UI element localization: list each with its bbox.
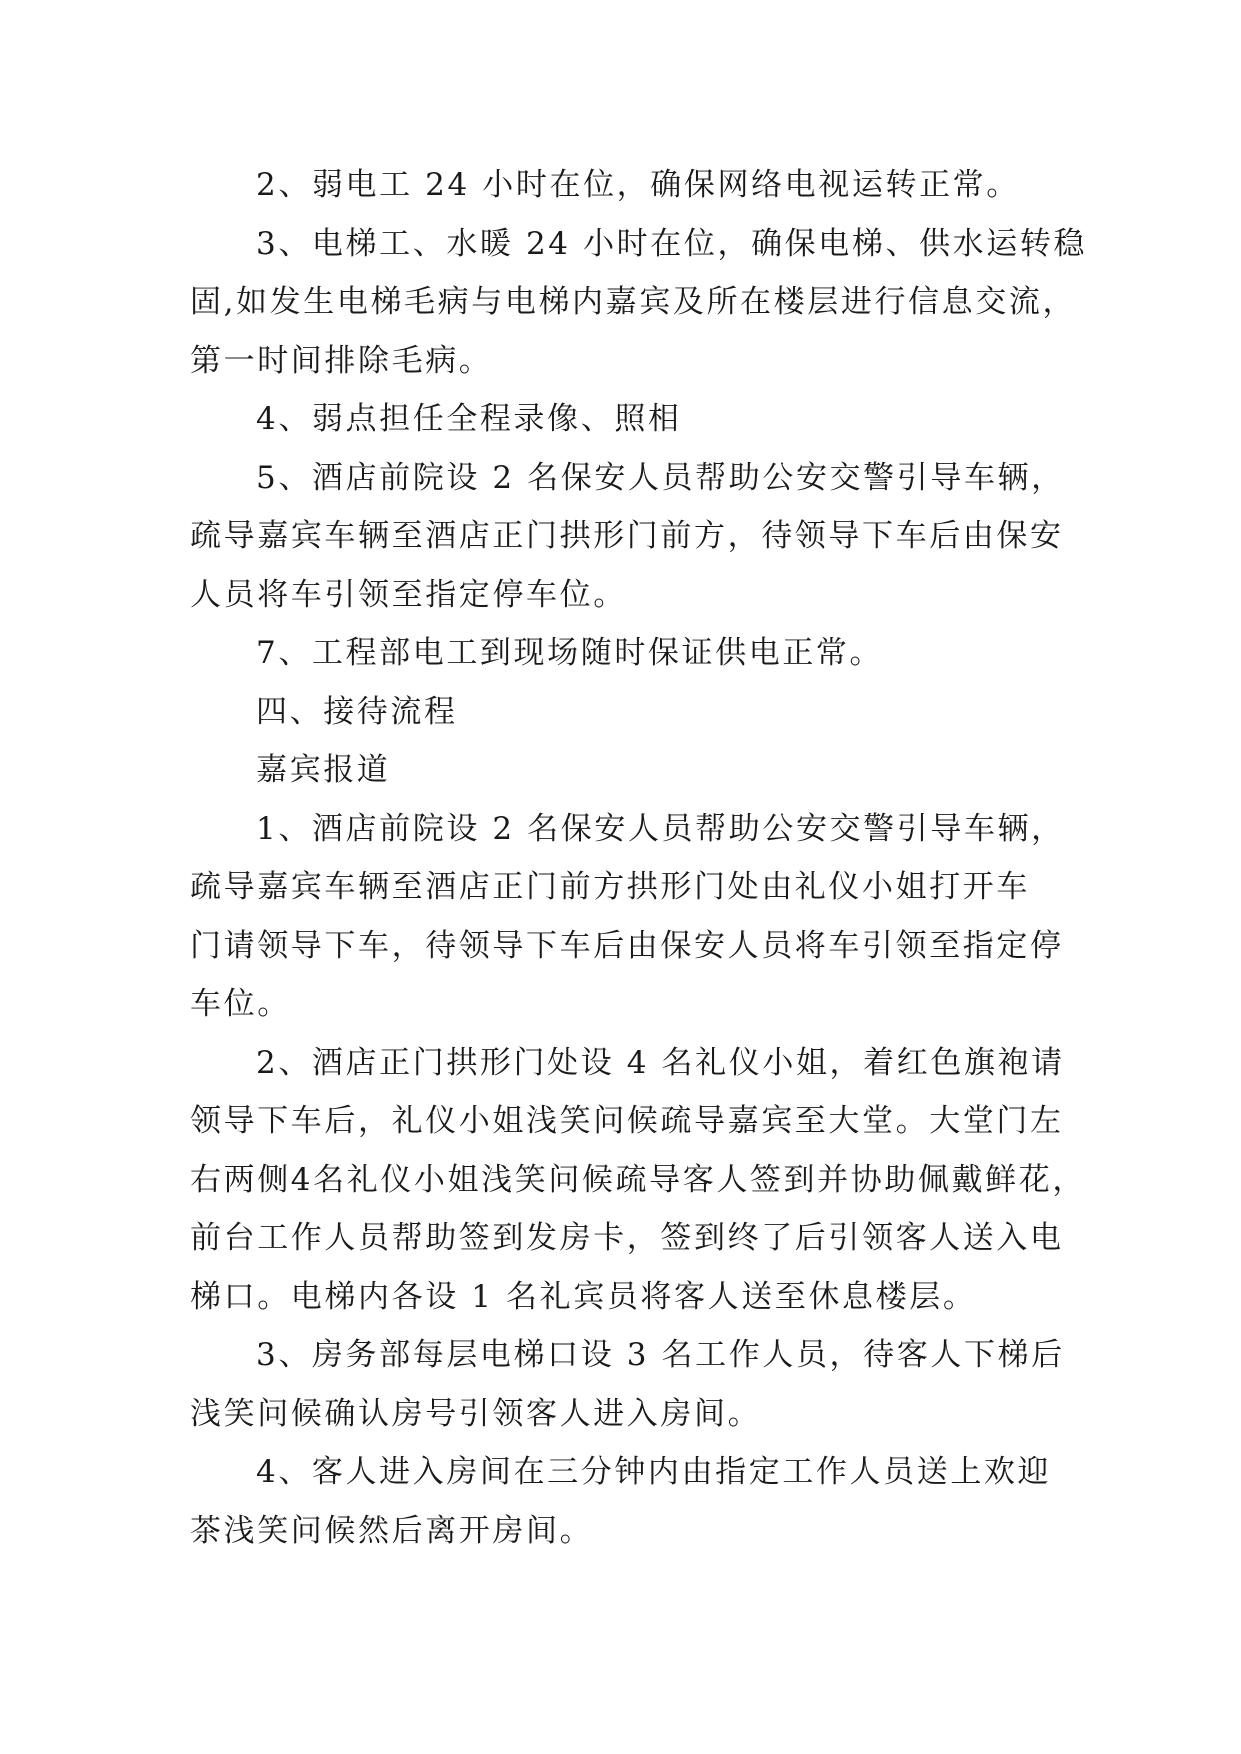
paragraph-line: 4、客人进入房间在三分钟内由指定工作人员送上欢迎: [256, 1454, 1052, 1490]
paragraph-line: 疏导嘉宾车辆至酒店正门拱形门前方，待领导下车后由保安: [190, 518, 1064, 554]
paragraph-welcome-tea: [190, 1443, 1090, 1560]
paragraph-line: 门请领导下车，待领导下车后由保安人员将车引领至指定停: [190, 927, 1064, 964]
section-heading: 四、接待流程: [256, 693, 458, 730]
paragraph-line: 浅笑问候确认房号引领客人进入房间。: [190, 1395, 762, 1432]
paragraph-line: 3、电梯工、水暖 24 小时在位，确保电梯、供水运转稳: [256, 225, 1088, 262]
subheading: 嘉宾报道: [256, 752, 391, 788]
paragraph-line: 7、工程部电工到现场随时保证供电正常。: [256, 635, 884, 671]
paragraph-line: 1、酒店前院设 2 名保安人员帮助公安交警引导车辆，: [256, 810, 1065, 847]
subheading-guest-check-in: [190, 741, 1090, 800]
paragraph-line: 领导下车后，礼仪小姐浅笑问候疏导嘉宾至大堂。大堂门左: [190, 1103, 1064, 1139]
paragraph-line: 3、房务部每层电梯口设 3 名工作人员，待客人下梯后: [256, 1337, 1065, 1373]
paragraph-line: 2、酒店正门拱形门处设 4 名礼仪小姐，着红色旗袍请: [256, 1044, 1065, 1081]
document-body: [190, 156, 1090, 1560]
paragraph-etiquette-hostesses: [190, 1034, 1090, 1327]
paragraph-housekeeping-staff: [190, 1326, 1090, 1443]
paragraph-line: 2、弱电工 24 小时在位，确保网络电视运转正常。: [256, 167, 1020, 203]
paragraph-line: 车位。: [190, 986, 291, 1022]
paragraph-line: 茶浅笑问候然后离开房间。: [190, 1512, 594, 1549]
paragraph-front-yard-security: [190, 800, 1090, 1034]
paragraph-line: 5、酒店前院设 2 名保安人员帮助公安交警引导车辆，: [256, 459, 1065, 496]
section-heading-reception-process: [190, 683, 1090, 742]
paragraph-line: 疏导嘉宾车辆至酒店正门前方拱形门处由礼仪小姐打开车: [190, 869, 1030, 905]
paragraph-line: 固,如发生电梯毛病与电梯内嘉宾及所在楼层进行信息交流，: [190, 284, 1077, 320]
paragraph-elevator-plumbing: [190, 215, 1090, 391]
paragraph-line: 人员将车引领至指定停车位。: [190, 576, 627, 613]
paragraph-engineering-power: [190, 624, 1090, 683]
paragraph-security-traffic: [190, 449, 1090, 625]
paragraph-line: 4、弱点担任全程录像、照相: [256, 401, 682, 437]
paragraph-line: 右两侧4名礼仪小姐浅笑问候疏导客人签到并协助佩戴鲜花，: [190, 1161, 1086, 1198]
paragraph-weak-current-electrician: [190, 156, 1090, 215]
paragraph-line: 第一时间排除毛病。: [190, 342, 493, 379]
paragraph-line: 梯口。电梯内各设 1 名礼宾员将客人送至休息楼层。: [190, 1278, 977, 1315]
paragraph-video-photo: [190, 390, 1090, 449]
paragraph-line: 前台工作人员帮助签到发房卡，签到终了后引领客人送入电: [190, 1220, 1064, 1256]
